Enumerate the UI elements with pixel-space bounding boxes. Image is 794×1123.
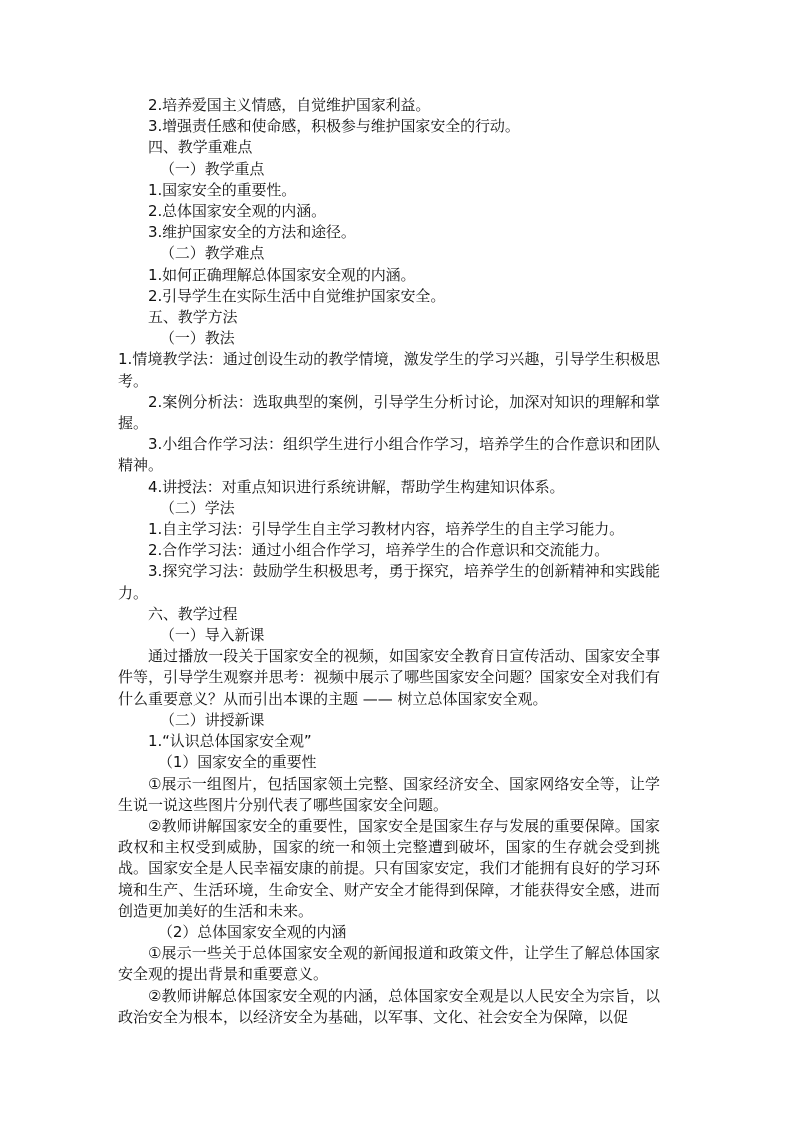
paragraph-sub1b: ②教师讲解国家安全的重要性，国家安全是国家生存与发展的重要保障。国家政权和主权受到威胁，国家的统一和领土完整遭到破坏，国家的生存就会受到挑战。国家安全是人民幸福安康的前提。只有国家安定，我们才能拥有良好的学习环境和生产、生活环境，生命安全、财产安全才能得到保障，才能获得安全感，进而创造更加美好的生活和未来。 (118, 816, 660, 920)
subsection-heading: （一）导入新课 (160, 626, 265, 645)
text-line: 4.讲授法：对重点知识进行系统讲解，帮助学生构建知识体系。 (148, 477, 565, 496)
document-page (118, 95, 660, 1028)
subsection-heading: （2）总体国家安全观的内涵 (158, 922, 347, 941)
text-line: 2.引导学生在实际生活中自觉维护国家安全。 (148, 286, 446, 305)
subsection-heading: （二）讲授新课 (160, 710, 265, 729)
text-line: 1.自主学习法：引导学生自主学习教材内容，培养学生的自主学习能力。 (148, 520, 625, 539)
paragraph-sub2b: ②教师讲解总体国家安全观的内涵，总体国家安全观是以人民安全为宗旨，以政治安全为根本，以经济安全为基础，以军事、文化、社会安全为保障，以促 (118, 986, 660, 1026)
section-title: 1.“认识总体国家安全观” (148, 732, 312, 751)
text-line: 2.总体国家安全观的内涵。 (148, 202, 327, 221)
paragraph-sub2a: ①展示一些关于总体国家安全观的新闻报道和政策文件，让学生了解总体国家安全观的提出背景和重要意义。 (118, 944, 660, 984)
section-heading: 五、教学方法 (148, 308, 238, 327)
subsection-heading: （二）学法 (160, 498, 235, 517)
text-line: 3.维护国家安全的方法和途径。 (148, 223, 356, 242)
subsection-heading: （一）教法 (160, 329, 235, 348)
text-line: 2.合作学习法：通过小组合作学习，培养学生的合作意识和交流能力。 (148, 541, 610, 560)
section-heading: 六、教学过程 (148, 604, 238, 623)
text-line: 1.如何正确理解总体国家安全观的内涵。 (148, 265, 416, 284)
paragraph-sub1a: ①展示一组图片，包括国家领土完整、国家经济安全、国家网络安全等，让学生说一说这些图片分别代表了哪些国家安全问题。 (118, 774, 660, 814)
text-line: 3.增强责任感和使命感，积极参与维护国家安全的行动。 (148, 117, 520, 136)
section-heading: 四、教学重难点 (148, 138, 253, 157)
text-line: 1.国家安全的重要性。 (148, 180, 297, 199)
subsection-heading: （一）教学重点 (160, 159, 265, 178)
subsection-heading: （二）教学难点 (160, 244, 265, 263)
paragraph-learn3: 3.探究学习法：鼓励学生积极思考，勇于探究，培养学生的创新精神和实践能力。 (118, 562, 660, 602)
paragraph-teach2: 2.案例分析法：选取典型的案例，引导学生分析讨论，加深对知识的理解和掌握。 (118, 392, 660, 433)
paragraph-teach1: 1.情境教学法：通过创设生动的教学情境，激发学生的学习兴趣，引导学生积极思考。 (118, 350, 660, 390)
text-line: 2.培养爱国主义情感，自觉维护国家利益。 (148, 96, 431, 114)
subsection-heading: （1）国家安全的重要性 (158, 753, 317, 772)
paragraph-intro: 通过播放一段关于国家安全的视频，如国家安全教育日宣传活动、国家安全事件等，引导学生观察并思考：视频中展示了哪些国家安全问题？国家安全对我们有什么重要意义？从而引出本课的主题 —— 树立总体国家安全观。 (118, 647, 660, 708)
paragraph-teach3: 3.小组合作学习法：组织学生进行小组合作学习，培养学生的合作意识和团队精神。 (118, 435, 660, 475)
